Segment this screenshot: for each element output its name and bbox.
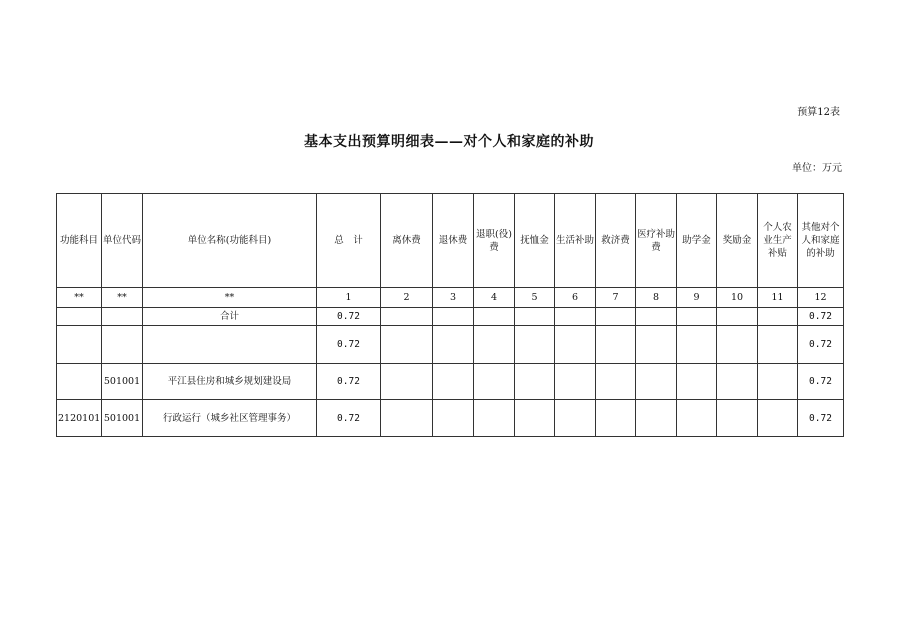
col-header-other: 其他对个人和家庭的补助 xyxy=(798,194,844,288)
col-header-tuixiu: 退休费 xyxy=(433,194,474,288)
doc-code: 预算12表 xyxy=(797,107,840,118)
col-header-jiangli: 奖励金 xyxy=(717,194,758,288)
col-header-code: 单位代码 xyxy=(102,194,143,288)
index-cell: 2 xyxy=(381,288,433,308)
index-cell: 4 xyxy=(474,288,515,308)
col-header-total: 总 计 xyxy=(317,194,381,288)
doc-title: 基本支出预算明细表——对个人和家庭的补助 xyxy=(304,134,594,150)
cell-func: 2120101 xyxy=(57,400,102,437)
cell-name: 合计 xyxy=(143,308,317,326)
index-cell: 11 xyxy=(758,288,798,308)
cell-func xyxy=(57,326,102,364)
cell-code: 501001 xyxy=(102,364,143,400)
cell-other: 0.72 xyxy=(798,308,844,326)
col-header-nongye: 个人农业生产补贴 xyxy=(758,194,798,288)
budget-table xyxy=(56,193,844,437)
cell-name: 平江县住房和城乡规划建设局 xyxy=(143,364,317,400)
cell-code: 501001 xyxy=(102,400,143,437)
index-cell: 5 xyxy=(515,288,555,308)
header-row xyxy=(57,194,844,288)
cell-other: 0.72 xyxy=(798,400,844,437)
col-header-yiliao: 医疗补助费 xyxy=(636,194,677,288)
cell-other: 0.72 xyxy=(798,326,844,364)
table-row xyxy=(57,364,844,400)
cell-func xyxy=(57,364,102,400)
table-row xyxy=(57,400,844,437)
cell-total: 0.72 xyxy=(317,326,381,364)
col-header-shenghuo: 生活补助 xyxy=(555,194,596,288)
table-row xyxy=(57,326,844,364)
index-cell: ** xyxy=(102,288,143,308)
cell-code xyxy=(102,308,143,326)
cell-func xyxy=(57,308,102,326)
unit-label: 单位：万元 xyxy=(792,163,842,174)
index-cell: 1 xyxy=(317,288,381,308)
col-header-func: 功能科目 xyxy=(57,194,102,288)
cell-name: 行政运行（城乡社区管理事务） xyxy=(143,400,317,437)
index-cell: 12 xyxy=(798,288,844,308)
cell-other: 0.72 xyxy=(798,364,844,400)
col-header-jiuji: 救济费 xyxy=(596,194,636,288)
cell-code xyxy=(102,326,143,364)
col-header-zhuxue: 助学金 xyxy=(677,194,717,288)
cell-name xyxy=(143,326,317,364)
cell-total: 0.72 xyxy=(317,400,381,437)
index-cell: 10 xyxy=(717,288,758,308)
index-cell: 7 xyxy=(596,288,636,308)
index-cell: ** xyxy=(143,288,317,308)
index-cell: 3 xyxy=(433,288,474,308)
col-header-lixiu: 离休费 xyxy=(381,194,433,288)
index-cell: ** xyxy=(57,288,102,308)
index-cell: 6 xyxy=(555,288,596,308)
col-header-tuizhi: 退职(役)费 xyxy=(474,194,515,288)
index-row xyxy=(57,288,844,308)
index-cell: 8 xyxy=(636,288,677,308)
col-header-name: 单位名称(功能科目) xyxy=(143,194,317,288)
col-header-fuxu: 抚恤金 xyxy=(515,194,555,288)
cell-total: 0.72 xyxy=(317,364,381,400)
cell-total: 0.72 xyxy=(317,308,381,326)
table-row-total xyxy=(57,308,844,326)
index-cell: 9 xyxy=(677,288,717,308)
